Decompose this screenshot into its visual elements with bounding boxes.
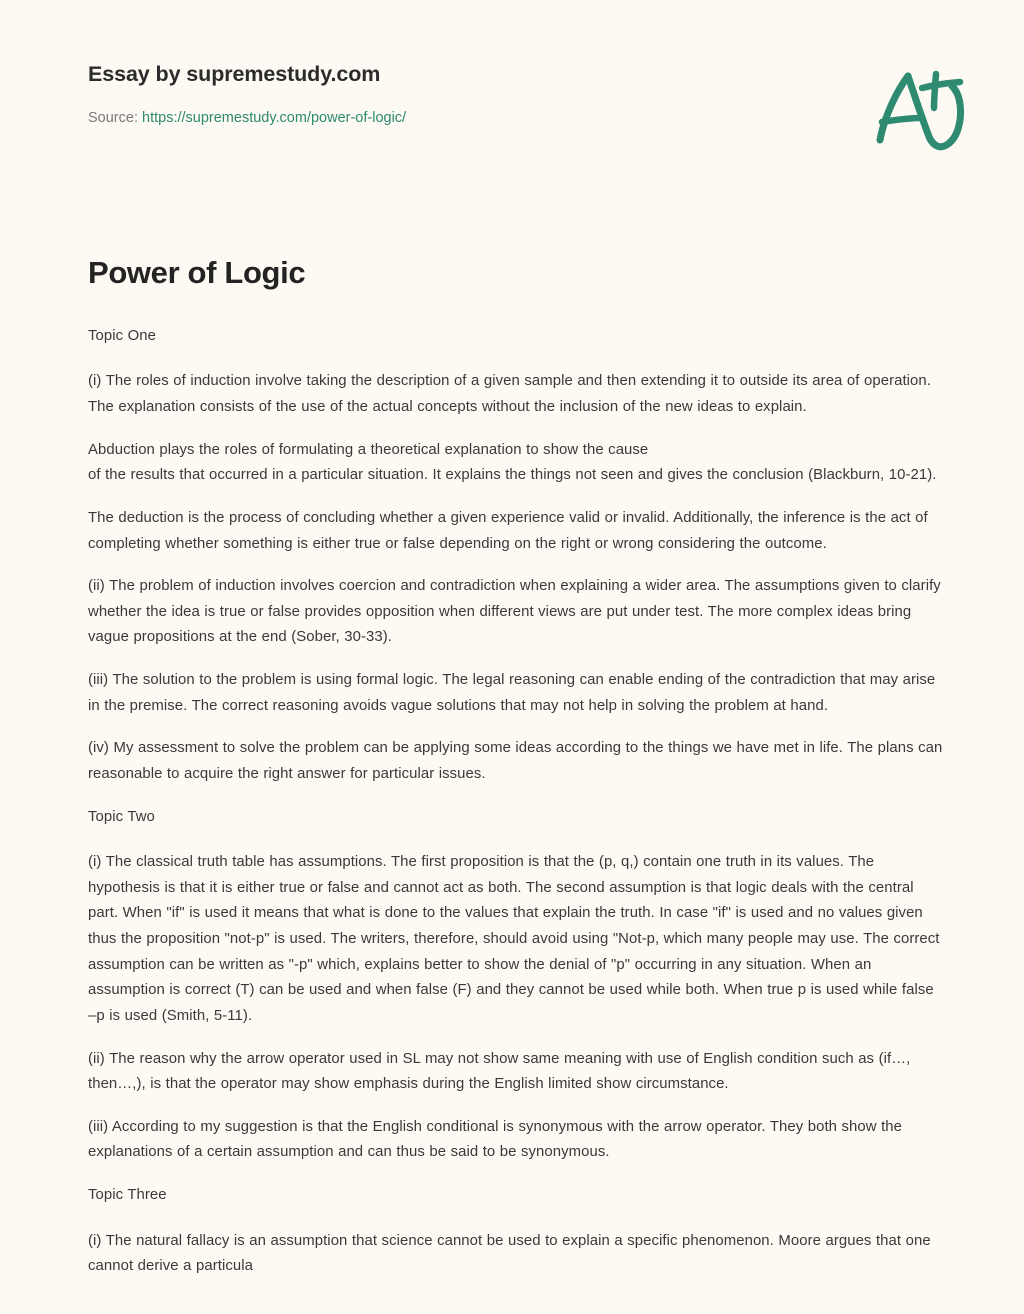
topic-one-iii: (iii) The solution to the problem is using formal logic. The legal reasoning can enable ending of the contradiction that may arise in the premise. The correct reasoning avoids vague solutions that may not help in solving the problem at hand. (88, 672, 936, 714)
page-header (0, 0, 1024, 132)
topic-two-iii: (iii) According to my suggestion is that the English conditional is synonymous with the arrow operator. They both show the explanations of a certain assumption and can thus be said to be synonymous. (88, 1118, 903, 1161)
page-title: Power of Logic (88, 255, 306, 290)
topic-three-i: (i) The natural fallacy is an assumption that science cannot be used to explain a specific phenomenon. Moore argues that one cannot derive a particula (88, 1232, 931, 1275)
topic-one-ii: (ii) The problem of induction involves coercion and contradiction when explaining a wider area. The assumptions given to clarify whether the idea is true or false provides opposition when different views are put under test. The more complex ideas bring vague propositions at the end (Sober, 30-33). (88, 578, 941, 646)
paragraph-list (88, 324, 944, 1280)
source-url-link[interactable]: https://supremestudy.com/power-of-logic/ (142, 109, 407, 126)
topic-one-deduction: The deduction is the process of concluding whether a given experience valid or invalid. Additionally, the inference is the act of completing whether something is either true or false depending on the right or wrong considering the outcome. (88, 509, 928, 552)
topic-three-heading: Topic Three (88, 1187, 167, 1203)
topic-one-iv: (iv) My assessment to solve the problem can be applying some ideas according to the things we have met in life. The plans can reasonable to acquire the right answer for particular issues. (88, 740, 943, 782)
topic-one-abduction: Abduction plays the roles of formulating a theoretical explanation to show the cause of the results that occurred in a particular situation. It explains the things not seen and gives the conclusion (Blackburn, 10-21). (88, 441, 937, 484)
topic-one-i: (i) The roles of induction involve taking the description of a given sample and then extending it to outside its area of operation. The explanation consists of the use of the actual concepts without the inclusion of the new ideas to explain. (88, 373, 931, 415)
topic-two-i: (i) The classical truth table has assumptions. The first proposition is that the (p, q,) contain one truth in its values. The hypothesis is that it is either true or false and cannot act as both. The second assumption is that logic deals with the central part. When "if" is used it means that what is done to the values that explain the truth. In case "if" is used and no values given thus the proposition "not-p" is used. The writers, therefore, should avoid using "Not-p, which many people may use. The correct assumption can be written as "-p" which, explains better to show the denial of "p" occurring in any situation. When an assumption is correct (T) can be used and when false (F) and they cannot be used while both. When true p is used while false –p is used (Smith, 5-11). (88, 854, 940, 1024)
source-line (88, 109, 964, 128)
topic-two-ii: (ii) The reason why the arrow operator used in SL may not show same meaning with use of English condition such as (if…, then…,), is that the operator may show emphasis during the English limited show circumstance. (88, 1050, 911, 1093)
brand-title: Essay by supremestudy.com (88, 62, 381, 86)
topic-one-heading: Topic One (88, 327, 157, 344)
topic-two-heading: Topic Two (88, 808, 155, 825)
article-body (0, 254, 1024, 1280)
source-label: Source: (88, 109, 138, 126)
